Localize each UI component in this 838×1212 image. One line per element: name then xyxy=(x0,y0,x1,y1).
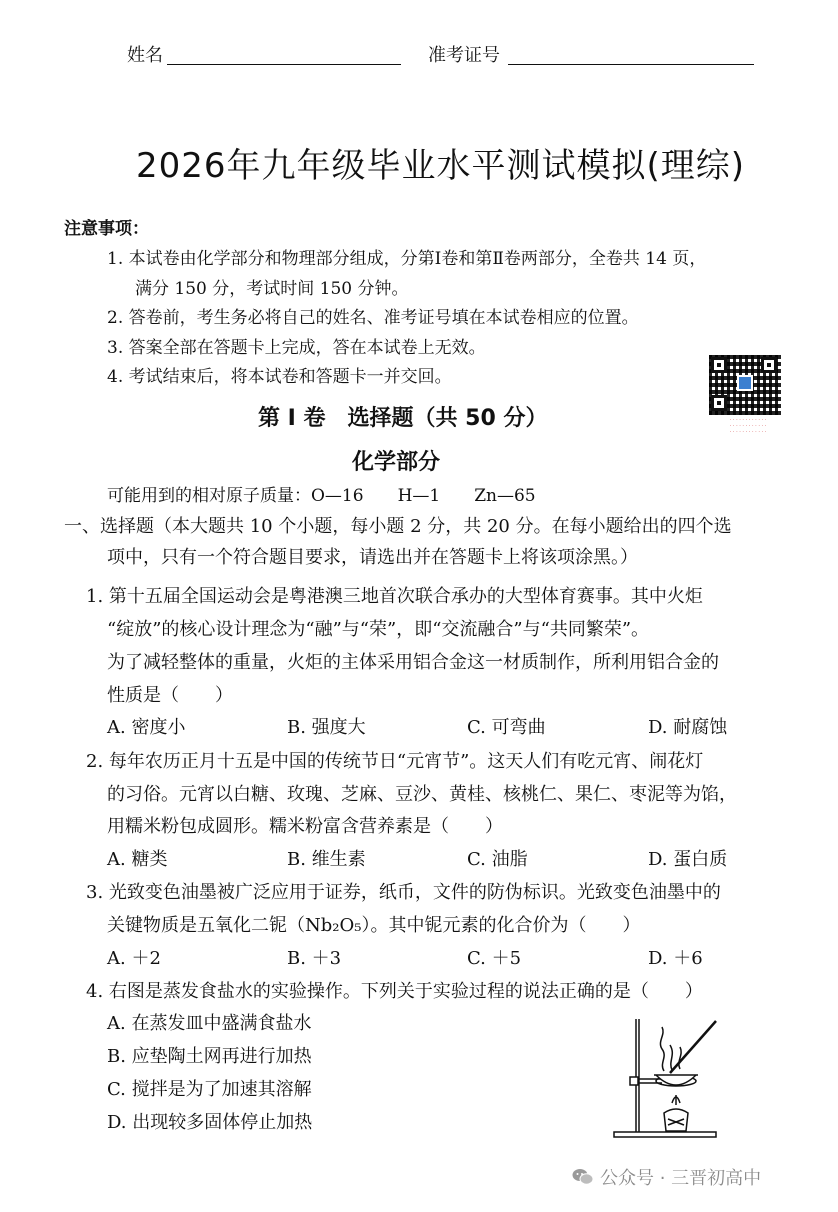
option-a: A. 密度小 xyxy=(107,717,186,738)
qr-code-icon xyxy=(709,355,781,415)
option-b: B. 应垫陶土网再进行加热 xyxy=(107,1046,312,1067)
option-d: D. 出现较多固体停止加热 xyxy=(107,1112,313,1133)
atomic-mass-line: 可能用到的相对原子质量：O—16 H—1 Zn—65 xyxy=(107,486,536,506)
option-c: C. 可弯曲 xyxy=(467,717,546,738)
question-line: 关键物质是五氧化二铌（Nb₂O₅）。其中铌元素的化合价为（ ） xyxy=(107,915,641,936)
notice-item: 2. 答卷前，考生务必将自己的姓名、准考证号填在本试卷相应的位置。 xyxy=(107,308,639,328)
question-line: 性质是（ ） xyxy=(107,685,233,706)
notice-item: 4. 考试结束后，将本试卷和答题卡一并交回。 xyxy=(107,367,452,387)
option-b: B. 维生素 xyxy=(287,849,366,870)
option-a: A. 在蒸发皿中盛满食盐水 xyxy=(107,1013,312,1034)
qr-caption: · · · · · · · · · · · · · · · · · · · · · · · · · · · · · · · · · · · · xyxy=(729,417,767,435)
option-c: C. 搅拌是为了加速其溶解 xyxy=(107,1079,312,1100)
page-title: 2026年九年级毕业水平测试模拟(理综) xyxy=(136,146,746,186)
question-line: 为了减轻整体的重量，火炬的主体采用铝合金这一材质制作，所利用铝合金的 xyxy=(107,652,719,673)
question-line: 用糯米粉包成圆形。糯米粉富含营养素是（ ） xyxy=(107,816,503,837)
wechat-icon xyxy=(572,1168,594,1186)
exam-id-label: 准考证号 xyxy=(428,45,500,66)
question-line: 1. 第十五届全国运动会是粤港澳三地首次联合承办的大型体育赛事。其中火炬 xyxy=(86,586,703,607)
option-b: B. 强度大 xyxy=(287,717,366,738)
option-d: D. 耐腐蚀 xyxy=(648,717,728,738)
section-title: 第 I 卷 选择题（共 50 分） xyxy=(258,406,548,431)
option-c: C. ＋5 xyxy=(467,948,522,969)
option-d: D. ＋6 xyxy=(648,948,703,969)
name-label: 姓名 xyxy=(127,45,163,66)
option-d: D. 蛋白质 xyxy=(648,849,728,870)
mcq-intro: 一、选择题（本大题共 10 个小题，每小题 2 分，共 20 分。在每小题给出的四个选 xyxy=(64,516,732,537)
option-c: C. 油脂 xyxy=(467,849,528,870)
question-line: 3. 光致变色油墨被广泛应用于证券，纸币，文件的防伪标识。光致变色油墨中的 xyxy=(86,882,721,903)
question-line: 4. 右图是蒸发食盐水的实验操作。下列关于实验过程的说法正确的是（ ） xyxy=(86,981,703,1002)
question-line: “绽放”的核心设计理念为“融”与“荣”，即“交流融合”与“共同繁荣”。 xyxy=(107,619,650,640)
name-blank xyxy=(167,64,401,65)
notice-item: 1. 本试卷由化学部分和物理部分组成，分第Ⅰ卷和第Ⅱ卷两部分，全卷共 14 页， xyxy=(107,249,707,269)
notice-item: 3. 答案全部在答题卡上完成，答在本试卷上无效。 xyxy=(107,338,486,358)
watermark xyxy=(572,1164,761,1190)
watermark-text: 公众号 · 三晋初高中 xyxy=(600,1168,762,1189)
option-a: A. ＋2 xyxy=(107,948,161,969)
option-b: B. ＋3 xyxy=(287,948,342,969)
question-line: 2. 每年农历正月十五是中国的传统节日“元宵节”。这天人们有吃元宵、闹花灯 xyxy=(86,751,704,772)
mcq-intro: 项中，只有一个符合题目要求，请选出并在答题卡上将该项涂黑。） xyxy=(107,547,638,568)
notice-heading: 注意事项： xyxy=(64,219,149,239)
evaporation-apparatus-icon xyxy=(612,1015,722,1139)
option-a: A. 糖类 xyxy=(107,849,168,870)
exam-id-blank xyxy=(508,64,754,65)
question-line: 的习俗。元宵以白糖、玫瑰、芝麻、豆沙、黄桂、核桃仁、果仁、枣泥等为馅， xyxy=(107,784,737,805)
part-title: 化学部分 xyxy=(352,450,441,475)
notice-item: 满分 150 分，考试时间 150 分钟。 xyxy=(135,279,409,299)
